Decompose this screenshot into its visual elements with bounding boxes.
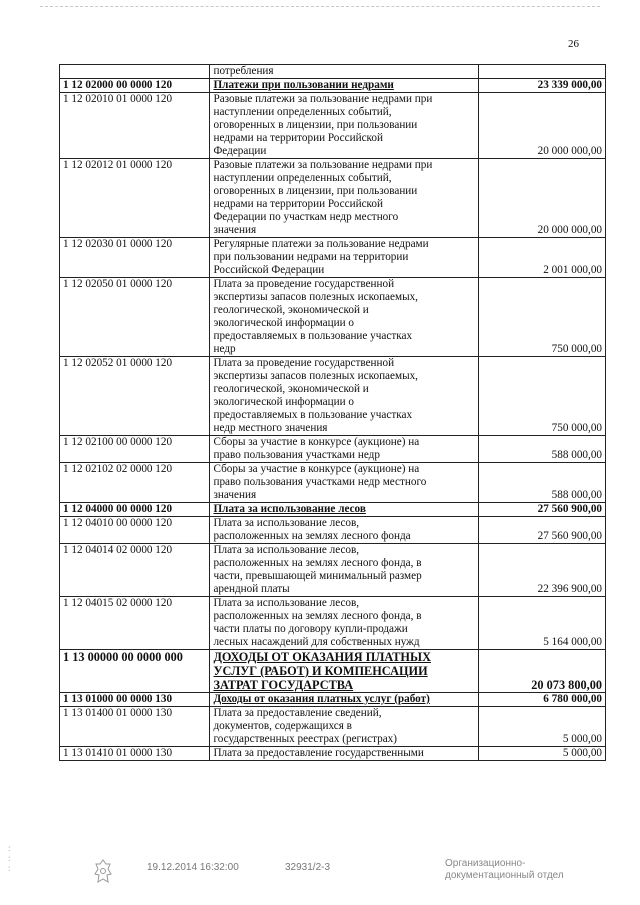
revenue-description-text: Плата за использование лесов: [213, 503, 366, 515]
revenue-description: [210, 93, 478, 159]
classification-code: 1 12 04015 02 0000 120: [60, 597, 210, 650]
revenue-description-text: Сборы за участие в конкурсе (аукционе) на право пользования участками недр: [213, 436, 420, 461]
revenue-description: [210, 544, 478, 597]
revenue-description-text: Разовые платежи за пользование недрами при наступлении определенных событий, оговоренных в лицензии, при пользовании недрами на территории Российской Федерации по участкам недр местного значения: [213, 159, 433, 236]
revenue-description-text: Плата за использование лесов, расположенных на землях лесного фонда, в части платы по договору купли-продажи лесных насаждений для собственных нужд: [213, 597, 422, 648]
footer-datetime: 19.12.2014 16:32:00: [147, 862, 239, 873]
revenue-description: [210, 517, 478, 544]
classification-code: 1 12 02050 01 0000 120: [60, 278, 210, 357]
emblem-icon: [92, 858, 114, 886]
revenue-description: [210, 707, 478, 747]
classification-code: [60, 65, 210, 79]
classification-code: 1 12 02000 00 0000 120: [60, 79, 210, 93]
amount: 27 560 900,00: [478, 503, 605, 517]
footer-department-line2: документационный отдел: [445, 870, 564, 881]
table-row: [60, 693, 606, 707]
revenue-description: [210, 747, 478, 761]
revenue-description-text: Плата за предоставление сведений, документов, содержащихся в государственных реестрах (регистрах): [213, 707, 398, 745]
classification-code: 1 13 01000 00 0000 130: [60, 693, 210, 707]
table-row: [60, 650, 606, 693]
revenue-description: [210, 650, 478, 693]
amount: 20 000 000,00: [478, 159, 605, 238]
amount: 20 000 000,00: [478, 93, 605, 159]
scan-margin-marks: : : :: [8, 843, 11, 873]
table-row: [60, 65, 606, 79]
table-row: [60, 747, 606, 761]
amount: 20 073 800,00: [478, 650, 605, 693]
footer-department-line1: Организационно-: [445, 858, 526, 869]
table-row: [60, 597, 606, 650]
amount: 23 339 000,00: [478, 79, 605, 93]
table-row: [60, 238, 606, 278]
revenue-description-text: Плата за проведение государственной экспертизы запасов полезных ископаемых, геологической, экономической и экологической информации о предоставляемых в пользование участках недр: [213, 278, 418, 355]
classification-code: 1 13 01410 01 0000 130: [60, 747, 210, 761]
revenue-description: [210, 79, 478, 93]
classification-code: 1 12 02102 02 0000 120: [60, 463, 210, 503]
table-row: [60, 463, 606, 503]
amount: 27 560 900,00: [478, 517, 605, 544]
table-row: [60, 79, 606, 93]
classification-code: 1 12 02052 01 0000 120: [60, 357, 210, 436]
revenue-description-text: Плата за использование лесов, расположенных на землях лесного фонда: [213, 517, 411, 542]
revenue-description: [210, 503, 478, 517]
classification-code: 1 12 02012 01 0000 120: [60, 159, 210, 238]
classification-code: 1 12 04014 02 0000 120: [60, 544, 210, 597]
classification-code: 1 12 02100 00 0000 120: [60, 436, 210, 463]
revenue-description: [210, 159, 478, 238]
revenue-description: [210, 597, 478, 650]
table-row: [60, 436, 606, 463]
amount: 2 001 000,00: [478, 238, 605, 278]
classification-code: 1 12 02010 01 0000 120: [60, 93, 210, 159]
revenue-description-text: ДОХОДЫ ОТ ОКАЗАНИЯ ПЛАТНЫХ УСЛУГ (РАБОТ) И КОМПЕНСАЦИИ ЗАТРАТ ГОСУДАРСТВА: [213, 650, 431, 692]
revenue-description-text: Плата за использование лесов, расположенных на землях лесного фонда, в части, превышающей минимальный размер арендной платы: [213, 544, 422, 595]
table-row: [60, 278, 606, 357]
table-row: [60, 544, 606, 597]
revenue-description-text: потребления: [213, 65, 274, 77]
table-row: [60, 357, 606, 436]
revenue-description: [210, 693, 478, 707]
table-row: [60, 517, 606, 544]
revenue-description: [210, 278, 478, 357]
footer-doc-number: 32931/2-3: [285, 862, 331, 873]
revenue-description: [210, 436, 478, 463]
scan-top-edge: [40, 6, 600, 7]
amount: 6 780 000,00: [478, 693, 605, 707]
classification-code: 1 12 04010 00 0000 120: [60, 517, 210, 544]
amount: [478, 65, 605, 79]
classification-code: 1 12 04000 00 0000 120: [60, 503, 210, 517]
amount: 5 164 000,00: [478, 597, 605, 650]
classification-code: 1 13 01400 01 0000 130: [60, 707, 210, 747]
footer: [0, 858, 640, 898]
table-row: [60, 503, 606, 517]
amount: 750 000,00: [478, 357, 605, 436]
revenue-description-text: Разовые платежи за пользование недрами при наступлении определенных событий, оговоренных в лицензии, при пользовании недрами на территории Российской Федерации: [213, 93, 433, 157]
table-row: [60, 159, 606, 238]
table-row: [60, 93, 606, 159]
classification-code: 1 13 00000 00 0000 000: [60, 650, 210, 693]
amount: 588 000,00: [478, 436, 605, 463]
page-number: 26: [568, 38, 579, 50]
revenue-description: [210, 238, 478, 278]
revenue-description-text: Плата за проведение государственной экспертизы запасов полезных ископаемых, геологической, экономической и экологической информации о предоставляемых в пользование участках недр местного значения: [213, 357, 418, 434]
amount: 5 000,00: [478, 747, 605, 761]
revenue-description: [210, 463, 478, 503]
revenue-description-text: Сборы за участие в конкурсе (аукционе) на право пользования участками недр местного значения: [213, 463, 427, 501]
revenue-description: [210, 65, 478, 79]
revenue-description: [210, 357, 478, 436]
footer-department: [445, 858, 564, 882]
amount: 22 396 900,00: [478, 544, 605, 597]
budget-table: [59, 64, 606, 761]
revenue-description-text: Плата за предоставление государственными: [213, 747, 424, 759]
revenue-description-text: Доходы от оказания платных услуг (работ): [213, 693, 430, 705]
amount: 5 000,00: [478, 707, 605, 747]
table-row: [60, 707, 606, 747]
amount: 750 000,00: [478, 278, 605, 357]
revenue-description-text: Платежи при пользовании недрами: [213, 79, 394, 91]
revenue-description-text: Регулярные платежи за пользование недрами при пользовании недрами на территории Российской Федерации: [213, 238, 429, 276]
classification-code: 1 12 02030 01 0000 120: [60, 238, 210, 278]
amount: 588 000,00: [478, 463, 605, 503]
